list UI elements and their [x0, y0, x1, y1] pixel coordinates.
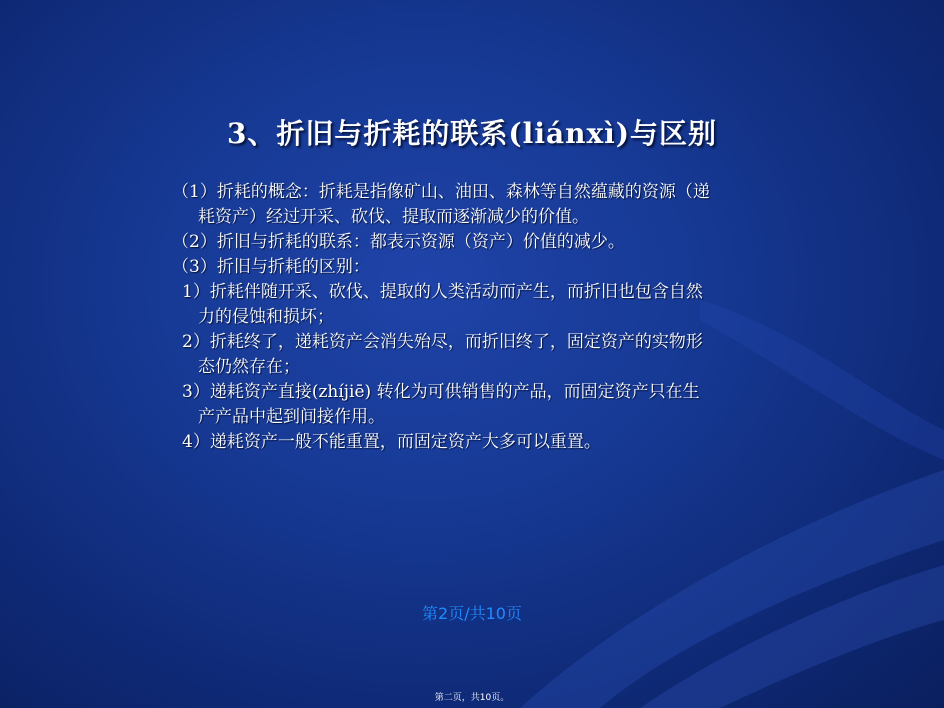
slide-body: [172, 180, 812, 455]
point-1-line-1: （1）折耗的概念：折耗是指像矿山、油田、森林等自然蕴藏的资源（递: [172, 182, 710, 202]
sub-point-1-line-2: 力的侵蚀和损坏；: [198, 307, 334, 327]
sub-point-3-line-2: 产产品中起到间接作用。: [198, 407, 385, 427]
sub-point-1-line-1: 1）折耗伴随开采、砍伐、提取的人类活动而产生，而折旧也包含自然: [182, 282, 703, 302]
sub-point-3-line-1: 3）递耗资产直接(zhíjiē) 转化为可供销售的产品，而固定资产只在生: [182, 382, 700, 402]
sub-point-2-line-1: 2）折耗终了，递耗资产会消失殆尽，而折旧终了，固定资产的实物形: [182, 332, 703, 352]
point-1-line-2: 耗资产）经过开采、砍伐、提取而逐渐减少的价值。: [198, 207, 589, 227]
slide-title: 3、折旧与折耗的联系(liánxì)与区别: [226, 117, 718, 150]
point-2-line: （2）折旧与折耗的联系：都表示资源（资产）价值的减少。: [172, 232, 625, 252]
page-footer: 第二页，共10页。: [434, 693, 510, 703]
sub-point-4-line: 4）递耗资产一般不能重置，而固定资产大多可以重置。: [182, 432, 601, 452]
page-indicator: 第2页/共10页: [422, 604, 522, 623]
sub-point-2-line-2: 态仍然存在；: [198, 357, 300, 377]
point-3-line: （3）折旧与折耗的区别：: [172, 257, 370, 277]
